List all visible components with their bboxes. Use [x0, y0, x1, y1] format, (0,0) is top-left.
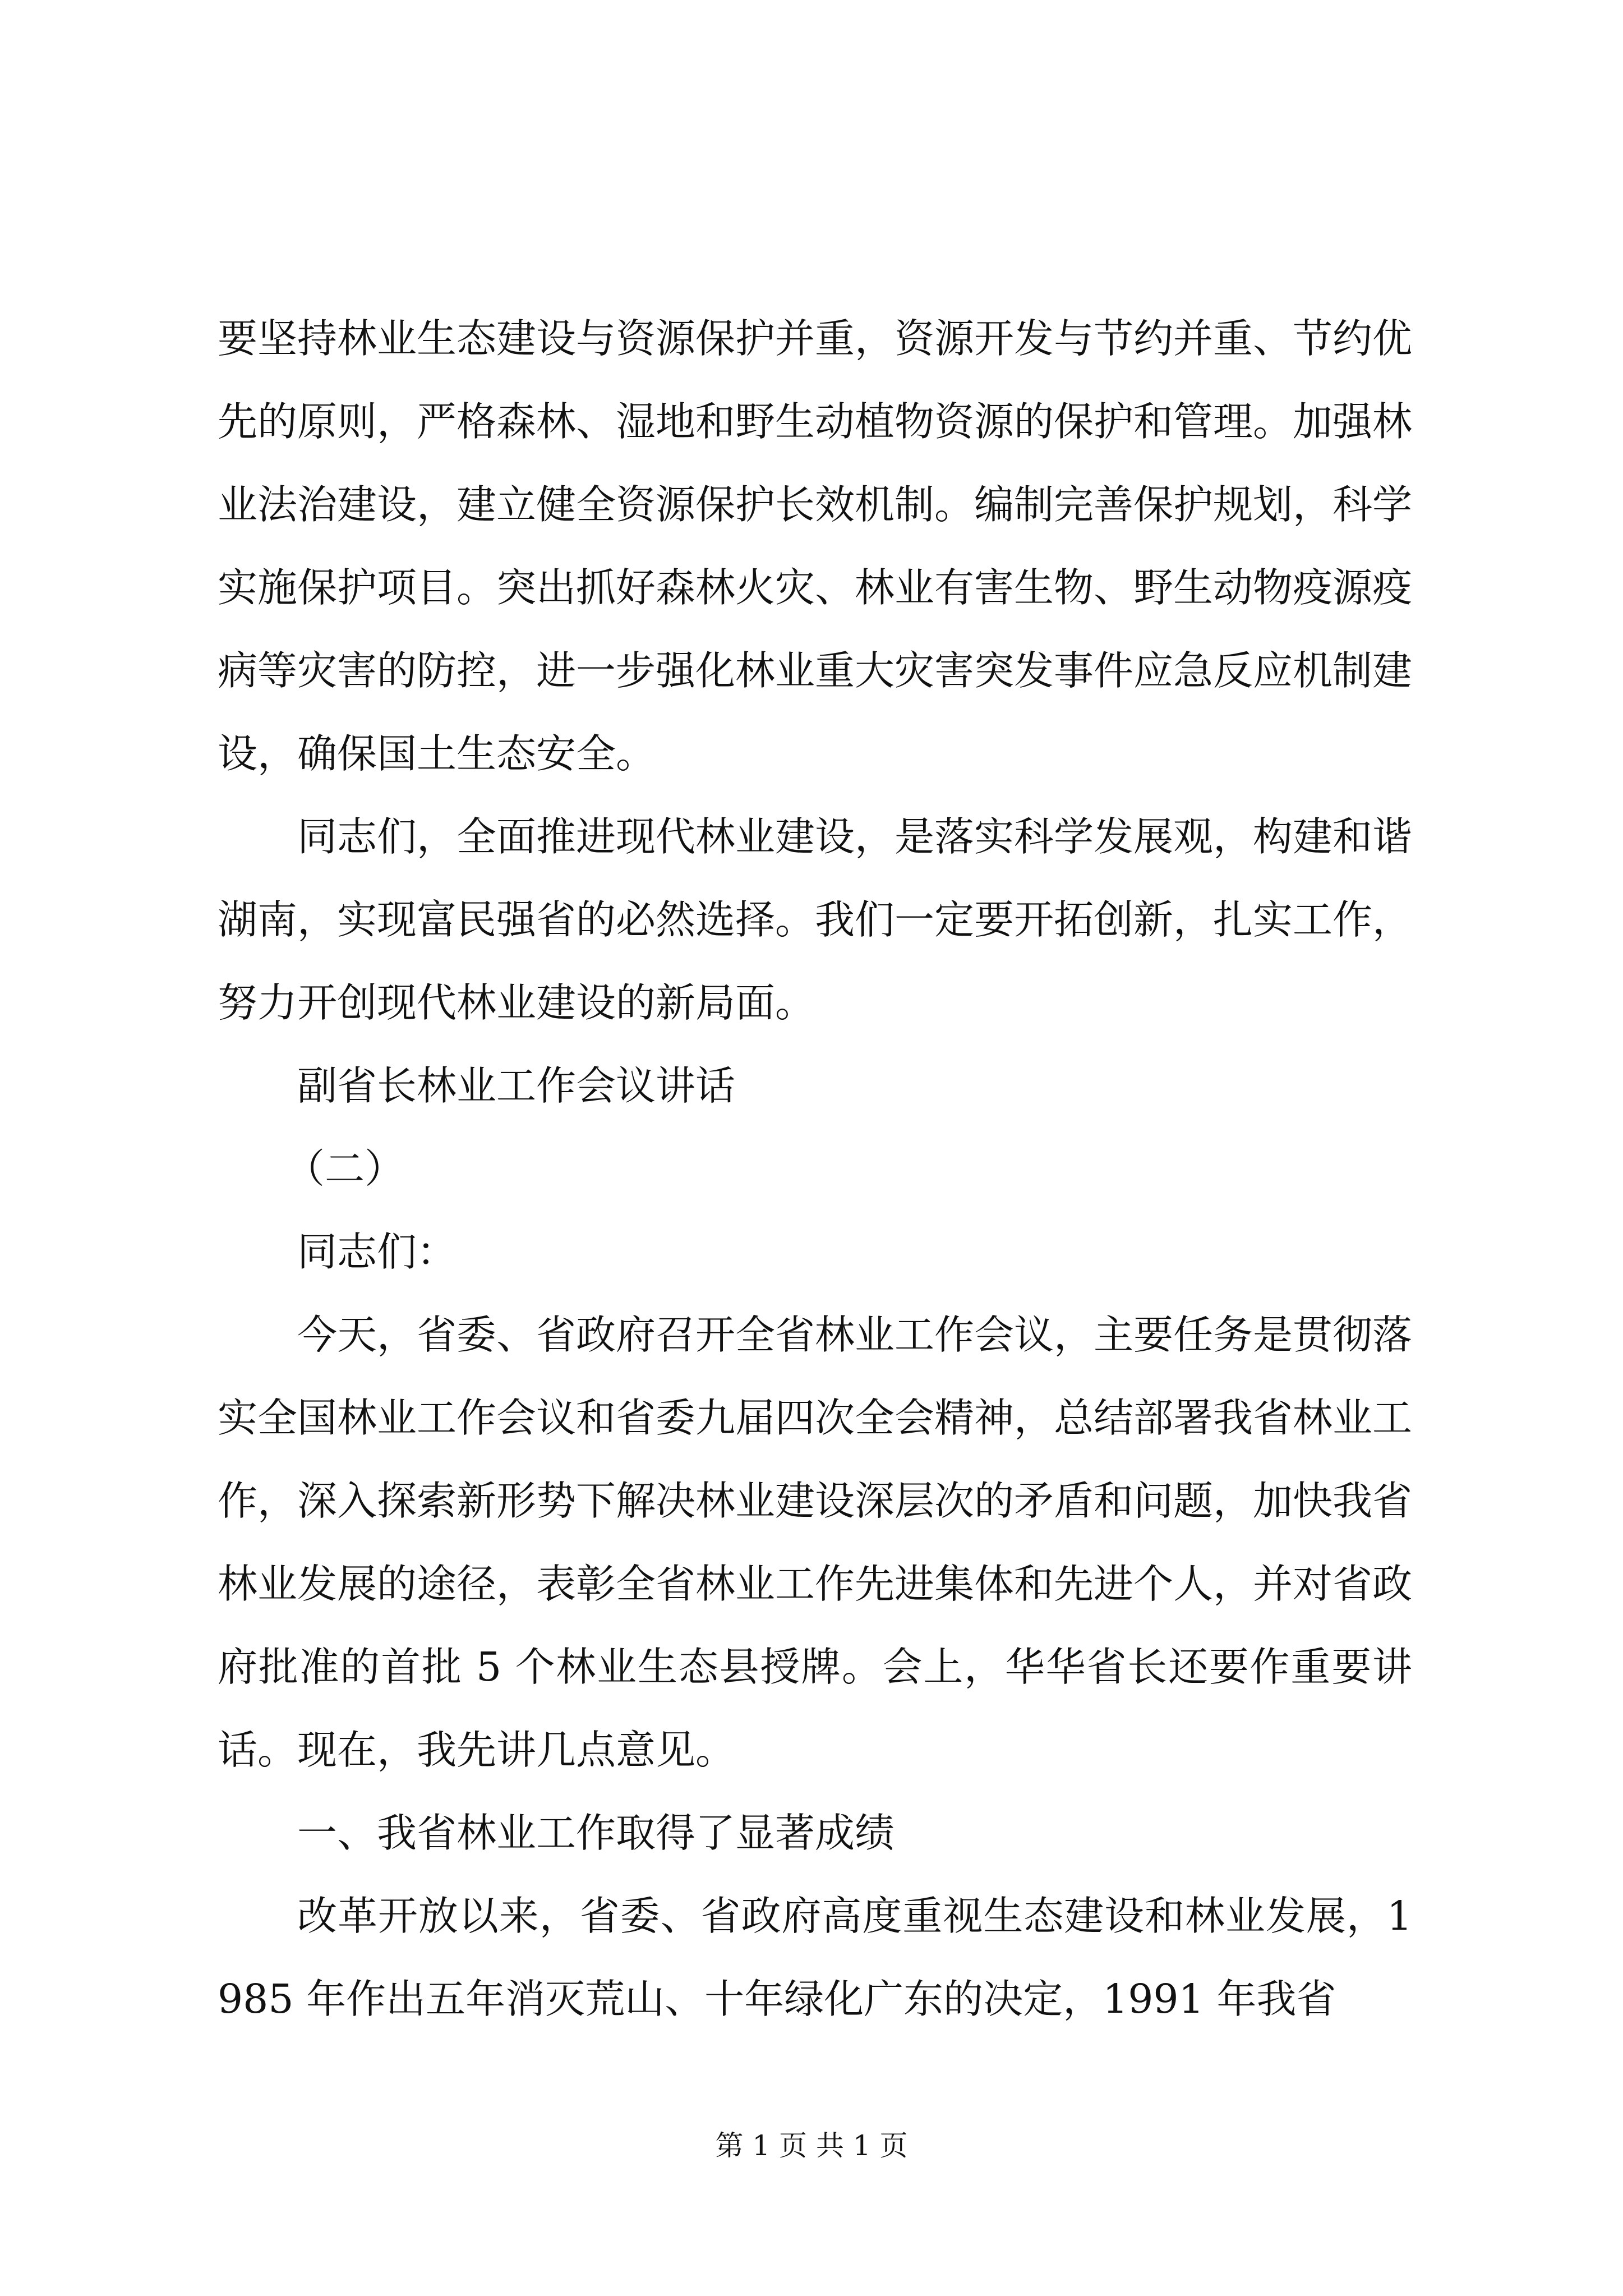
page-footer: 第 1 页 共 1 页 — [715, 2129, 908, 2162]
paragraph-meeting-purpose: 今天，省委、省政府召开全省林业工作会议，主要任务是贯彻落实全国林业工作会议和省委九届四次全会精神，总结部署我省林业工作，深入探索新形势下解决林业建设深层次的矛盾和问题，加快我省林业发展的途径，表彰全省林业工作先进集体和先进个人，并对省政府批准的首批 5 个林业生态县授牌。会上，华华省长还要作重要讲话。现在，我先讲几点意见。 — [218, 1312, 1413, 1773]
salutation: 同志们： — [297, 1228, 457, 1275]
section-number: （二） — [285, 1145, 405, 1192]
speech-title: 副省长林业工作会议讲话 — [297, 1062, 736, 1109]
paragraph-reform-history: 改革开放以来，省委、省政府高度重视生态建设和林业发展，1985 年作出五年消灭荒山、十年绿化广东的决定，1991 年我省 — [218, 1893, 1412, 2022]
paragraph-closing-remarks: 同志们，全面推进现代林业建设，是落实科学发展观，构建和谐湖南，实现富民强省的必然选择。我们一定要开拓创新，扎实工作，努力开创现代林业建设的新局面。 — [218, 813, 1413, 1026]
paragraph-resource-protection: 要坚持林业生态建设与资源保护并重，资源开发与节约并重、节约优先的原则，严格森林、湿地和野生动植物资源的保护和管理。加强林业法治建设，建立健全资源保护长效机制。编制完善保护规划，科学实施保护项目。突出抓好森林火灾、林业有害生物、野生动物疫源疫病等灾害的防控，进一步强化林业重大灾害突发事件应急反应机制建设，确保国土生态安全。 — [218, 315, 1413, 777]
section-heading-achievements: 一、我省林业工作取得了显著成绩 — [297, 1810, 895, 1856]
document-body — [218, 297, 1412, 2041]
